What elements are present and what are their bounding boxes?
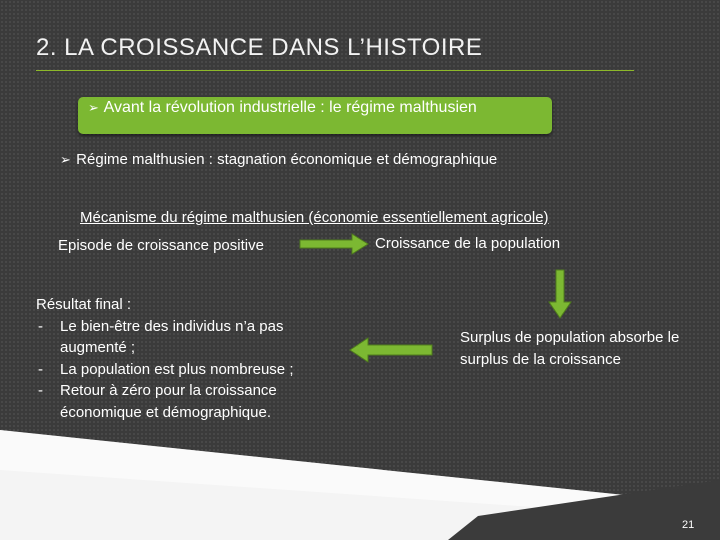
result-item: - Le bien-être des individus n’a pas augmenté ; bbox=[36, 316, 336, 359]
down-arrow-icon bbox=[549, 270, 571, 318]
right-arrow-icon bbox=[300, 234, 368, 254]
result-title: Résultat final : bbox=[36, 296, 132, 313]
arrowhead-bullet-icon: ➢ bbox=[60, 152, 71, 167]
surplus-label: Surplus de population absorbe le surplus de la croissance bbox=[460, 329, 680, 368]
bullet-text: Régime malthusien : stagnation économique et démographique bbox=[76, 151, 498, 168]
highlight-bullet-text: Avant la révolution industrielle : le régime malthusien bbox=[103, 99, 477, 116]
episode-label: Episode de croissance positive bbox=[58, 237, 264, 254]
slide-title: 2. LA CROISSANCE DANS L’HISTOIRE bbox=[36, 34, 483, 61]
result-item: - La population est plus nombreuse ; bbox=[36, 359, 336, 381]
mechanism-heading: Mécanisme du régime malthusien (économie essentiellement agricole) bbox=[80, 209, 549, 226]
arrowhead-bullet-icon: ➢ bbox=[88, 100, 99, 115]
left-arrow-icon bbox=[350, 338, 432, 362]
result-item: - Retour à zéro pour la croissance économique et démographique. bbox=[36, 380, 336, 423]
population-growth-label: Croissance de la population bbox=[375, 235, 561, 252]
page-number: 21 bbox=[682, 519, 695, 531]
